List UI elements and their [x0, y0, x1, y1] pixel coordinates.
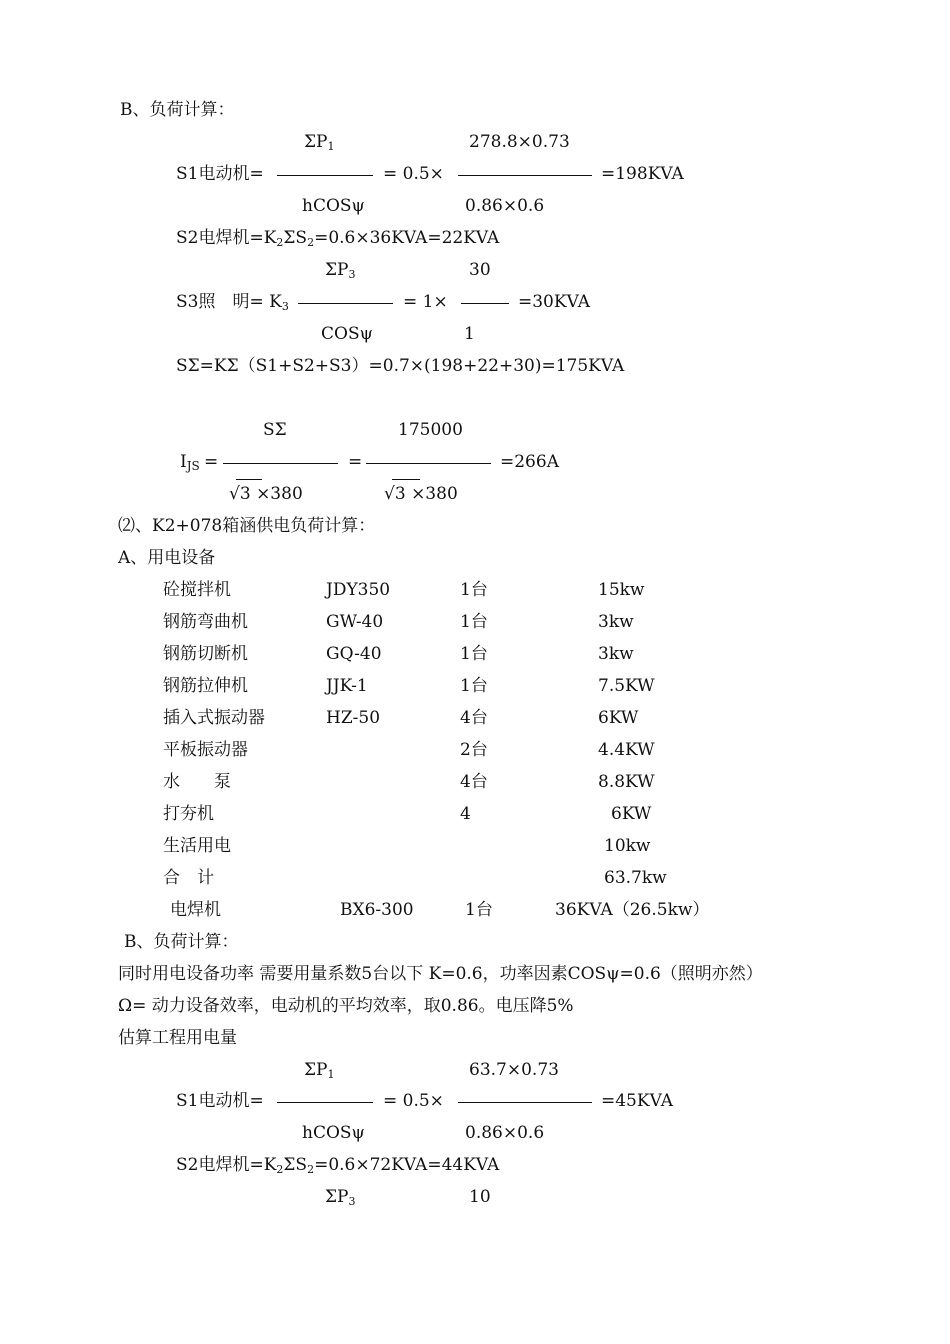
formula-result: =30KVA	[518, 292, 590, 312]
equipment-power: 7.5KW	[598, 676, 655, 696]
equipment-name: 打夯机	[163, 804, 214, 824]
fraction-bar	[366, 463, 491, 464]
radical-overline	[392, 479, 420, 480]
equipment-power: 8.8KW	[598, 772, 655, 792]
equipment-qty: 2台	[460, 740, 488, 760]
formula-result: =45KVA	[601, 1091, 673, 1111]
equipment-qty: 1台	[460, 612, 488, 632]
fraction-numerator: 10	[469, 1187, 491, 1207]
equipment-power: 6KW	[598, 708, 639, 728]
formula-operator: = 1×	[403, 292, 448, 312]
equipment-model: JDY350	[326, 580, 391, 600]
fraction-denominator: hCOSψ	[302, 196, 365, 216]
fraction-bar	[458, 175, 592, 176]
fraction-numerator: 175000	[398, 420, 463, 440]
equipment-total-power: 63.7kw	[604, 868, 667, 888]
subsection-heading: A、用电设备	[118, 548, 216, 568]
equipment-qty: 4台	[460, 772, 488, 792]
equipment-power: 4.4KW	[598, 740, 655, 760]
equipment-power: 10kw	[604, 836, 651, 856]
equipment-total-label: 合 计	[163, 868, 214, 888]
equipment-model: GQ-40	[326, 644, 382, 664]
fraction-bar	[277, 1102, 373, 1103]
fraction-numerator: ΣP3	[325, 1187, 356, 1208]
equipment-power: 3kw	[598, 612, 634, 632]
equipment-power: 6KW	[611, 804, 652, 824]
fraction-bar	[223, 463, 338, 464]
paragraph: 同时用电设备功率 需要用量系数5台以下 K=0.6，功率因素COSψ=0.6（照明亦然）	[118, 964, 763, 984]
equipment-power: 3kw	[598, 644, 634, 664]
equipment-name: 电焊机	[170, 900, 221, 920]
equipment-power: 36KVA（26.5kw）	[555, 900, 710, 920]
section-title: ⑵、K2+078箱涵供电负荷计算：	[118, 516, 376, 536]
paragraph: 估算工程用电量	[118, 1028, 237, 1048]
subsection-heading: B、负荷计算：	[124, 932, 239, 952]
formula-operator: = 0.5×	[383, 1091, 444, 1111]
radical-overline	[236, 479, 262, 480]
equipment-name: 插入式振动器	[163, 708, 265, 728]
formula-result: =266A	[500, 452, 559, 472]
formula-line: SΣ=KΣ（S1+S2+S3）=0.7×(198+22+30)=175KVA	[176, 356, 625, 376]
equipment-qty: 1台	[460, 644, 488, 664]
fraction-bar	[461, 303, 509, 304]
formula-label: S1电动机=	[176, 164, 264, 184]
fraction-denominator: COSψ	[321, 324, 373, 344]
fraction-denominator: √3 ×380	[384, 484, 458, 504]
equipment-name: 生活用电	[163, 836, 231, 856]
equipment-name: 砼搅拌机	[163, 580, 231, 600]
fraction-numerator: 63.7×0.73	[469, 1060, 559, 1080]
fraction-denominator: 1	[464, 324, 475, 344]
fraction-denominator: √3 ×380	[229, 484, 303, 504]
fraction-bar	[277, 175, 373, 176]
equipment-power: 15kw	[598, 580, 645, 600]
formula-label: IJS	[180, 452, 200, 473]
formula-line: S2电焊机=K2ΣS2=0.6×72KVA=44KVA	[176, 1155, 500, 1176]
equipment-name: 平板振动器	[163, 740, 248, 760]
fraction-numerator: ΣP3	[325, 260, 356, 281]
section-heading: B、负荷计算：	[120, 100, 235, 120]
fraction-numerator: ΣP1	[304, 132, 335, 153]
formula-result: =198KVA	[601, 164, 684, 184]
equipment-qty: 4台	[460, 708, 488, 728]
fraction-bar	[298, 303, 393, 304]
equipment-model: JJK-1	[326, 676, 368, 696]
equipment-model: BX6-300	[340, 900, 414, 920]
equipment-qty: 1台	[460, 580, 488, 600]
fraction-numerator: 278.8×0.73	[469, 132, 570, 152]
fraction-numerator: SΣ	[263, 420, 287, 440]
equipment-name: 钢筋弯曲机	[163, 612, 248, 632]
fraction-denominator: 0.86×0.6	[465, 1123, 545, 1143]
formula-operator: =	[204, 452, 219, 472]
equipment-qty: 4	[460, 804, 471, 824]
formula-operator: =	[348, 452, 363, 472]
formula-line: S2电焊机=K2ΣS2=0.6×36KVA=22KVA	[176, 228, 500, 249]
fraction-numerator: ΣP1	[304, 1060, 335, 1081]
fraction-denominator: hCOSψ	[302, 1123, 365, 1143]
equipment-qty: 1台	[460, 676, 488, 696]
paragraph: Ω= 动力设备效率，电动机的平均效率，取0.86。电压降5%	[118, 996, 574, 1016]
equipment-name: 钢筋拉伸机	[163, 676, 248, 696]
equipment-qty: 1台	[465, 900, 493, 920]
fraction-numerator: 30	[469, 260, 491, 280]
equipment-model: HZ-50	[326, 708, 381, 728]
fraction-bar	[458, 1102, 592, 1103]
equipment-name: 钢筋切断机	[163, 644, 248, 664]
formula-operator: = 0.5×	[383, 164, 444, 184]
equipment-model: GW-40	[326, 612, 384, 632]
formula-label: S3照 明= K3	[176, 292, 289, 313]
equipment-name: 水 泵	[163, 772, 231, 792]
formula-label: S1电动机=	[176, 1091, 264, 1111]
fraction-denominator: 0.86×0.6	[465, 196, 545, 216]
